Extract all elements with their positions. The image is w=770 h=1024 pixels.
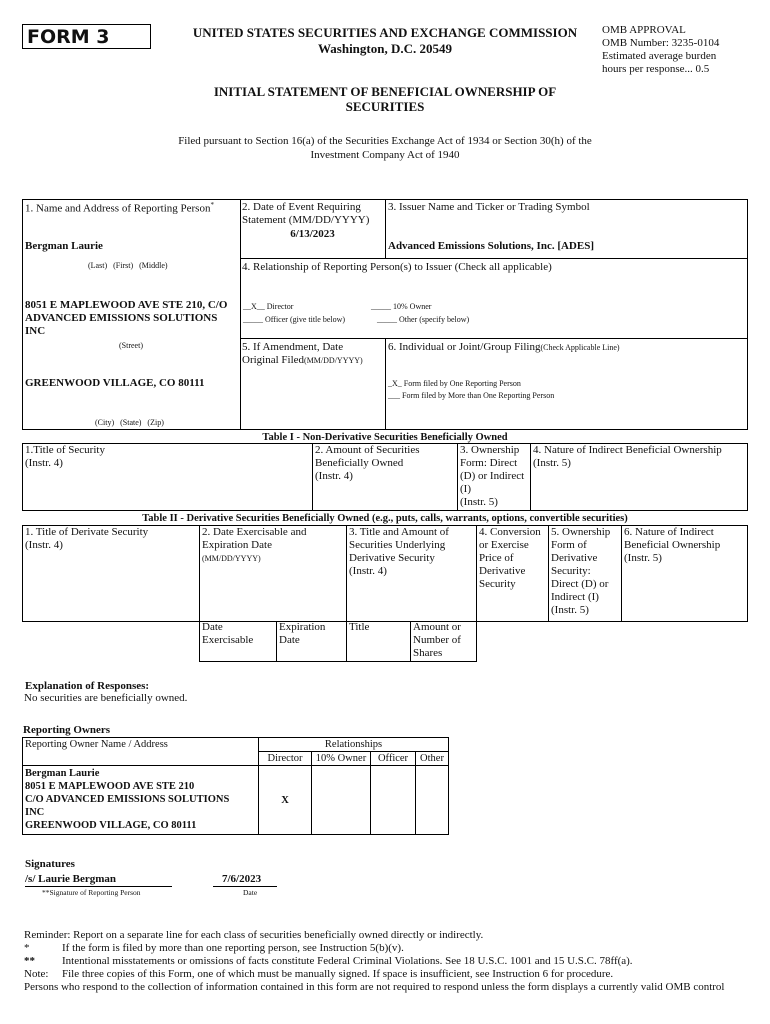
filed-line: Investment Company Act of 1940	[310, 149, 460, 161]
signatures-heading: Signatures	[25, 858, 75, 870]
omb-line: hours per response... 0.5	[602, 63, 710, 75]
table2-title: Table II - Derivative Securities Beneficially Owned (e.g., puts, calls, warrants, options, convertible securities)	[142, 513, 628, 524]
form-label: FORM 3	[27, 26, 110, 48]
table2-col5-header: 5. Ownership Form of Derivative Security: Direct (D) or Indirect (I) (Instr. 5)	[551, 526, 611, 616]
table2-col3-header: 3. Title and Amount of Securities Underlying Derivative Security (Instr. 4)	[349, 526, 449, 577]
table2-col1-header: 1. Title of Derivate Security (Instr. 4)	[25, 526, 149, 551]
footnote-star-text: If the form is filed by more than one reporting person, see Instruction 5(b)(v).	[62, 942, 404, 954]
filed-line: Filed pursuant to Section 16(a) of the Securities Exchange Act of 1934 or Section 30(h) of the	[178, 135, 592, 147]
table2-sub-title: Title	[349, 621, 370, 633]
omb-line: Estimated average burden	[602, 50, 717, 62]
form-title-line: SECURITIES	[345, 99, 425, 114]
signature-date-label: Date	[243, 888, 258, 897]
reporting-person-street: 8051 E MAPLEWOOD AVE STE 210, C/O ADVANCED EMISSIONS SOLUTIONS INC	[25, 299, 228, 337]
reporting-person-name: Bergman Laurie	[25, 240, 103, 252]
city-sub-label: (City) (State) (Zip)	[95, 418, 164, 427]
box1-label: 1. Name and Address of Reporting Person*	[25, 201, 214, 215]
owner-name-address: Bergman Laurie 8051 E MAPLEWOOD AVE STE 210 C/O ADVANCED EMISSIONS SOLUTIONS INC GREENWOOD VILLAGE, CO 80111	[23, 766, 259, 835]
form-title-line: INITIAL STATEMENT OF BENEFICIAL OWNERSHIP OF	[213, 84, 557, 99]
signature-value: /s/ Laurie Bergman	[25, 873, 117, 885]
table1-col1-header: 1.Title of Security (Instr. 4)	[25, 444, 105, 469]
footnote-star: *	[210, 201, 214, 209]
table2-col4-header: 4. Conversion or Exercise Price of Derivative Security	[479, 526, 541, 590]
owners-col-officer: Officer	[371, 752, 416, 766]
agency-name: UNITED STATES SECURITIES AND EXCHANGE COMMISSION	[192, 25, 578, 40]
box6-label: 6. Individual or Joint/Group Filing(Check Applicable Line)	[388, 341, 620, 353]
table2-sub-expiration: Expiration Date	[279, 621, 326, 646]
footnote-star-mark: *	[24, 942, 30, 954]
agency-city: Washington, D.C. 20549	[318, 41, 452, 56]
other-option: _____ Other (specify below)	[377, 315, 470, 324]
signature-date: 7/6/2023	[222, 873, 262, 885]
table1-col4-header: 4. Nature of Indirect Beneficial Ownership (Instr. 5)	[533, 444, 722, 469]
owners-table	[22, 737, 449, 835]
table2-col6-header: 6. Nature of Indirect Beneficial Ownership (Instr. 5)	[624, 526, 721, 564]
table2-sub-date-exercisable: Date Exercisable	[202, 621, 254, 646]
director-option: __X__ Director	[243, 302, 294, 311]
owner-row	[23, 766, 449, 835]
signature-label: **Signature of Reporting Person	[42, 888, 141, 897]
ten-pct-option: _____ 10% Owner	[371, 302, 432, 311]
owner-director-mark: X	[259, 766, 312, 835]
box3-label: 3. Issuer Name and Ticker or Trading Symbol	[388, 201, 590, 213]
officer-option: _____ Officer (give title below)	[243, 315, 346, 324]
footnote-double-star-mark: **	[24, 955, 35, 967]
explanation-heading: Explanation of Responses:	[25, 680, 150, 692]
note-text: File three copies of this Form, one of which must be manually signed. If space is insufficient, see Instruction 6 for procedure.	[62, 968, 614, 980]
form-title	[150, 84, 620, 114]
reminder-text: Reminder: Report on a separate line for each class of securities beneficially owned directly or indirectly.	[24, 929, 484, 941]
box2-label: 2. Date of Event Requiring Statement (MM/DD/YYYY)	[242, 201, 370, 226]
box5-label: 5. If Amendment, Date Original Filed(MM/DD/YYYY)	[242, 341, 363, 366]
owners-heading: Reporting Owners	[23, 724, 111, 736]
footnote-double-star-text: Intentional misstatements or omissions of facts constitute Federal Criminal Violations. See 18 U.S.C. 1001 and 15 U.S.C. 78ff(a).	[62, 955, 633, 967]
table1-title: Table I - Non-Derivative Securities Beneficially Owned	[262, 432, 508, 443]
table1-col3-header: 3. Ownership Form: Direct (D) or Indirect (I) (Instr. 5)	[460, 444, 525, 508]
explanation-text: No securities are beneficially owned.	[24, 692, 188, 704]
owners-col-relationships: Relationships	[259, 738, 449, 752]
event-date: 6/13/2023	[290, 228, 335, 240]
box4-label: 4. Relationship of Reporting Person(s) to Issuer (Check all applicable)	[242, 261, 552, 273]
filing-option-multiple: ___ Form filed by More than One Reporting Person	[388, 391, 555, 400]
name-sub-label: (Last) (First) (Middle)	[88, 261, 168, 270]
owners-col-other: Other	[416, 752, 449, 766]
table2-col2-header: 2. Date Exercisable and Expiration Date (MM/DD/YYYY)	[202, 526, 307, 563]
reporting-person-city: GREENWOOD VILLAGE, CO 80111	[25, 377, 205, 389]
owners-col-ten-pct: 10% Owner	[312, 752, 371, 766]
street-sub-label: (Street)	[119, 341, 143, 350]
omb-line: OMB APPROVAL	[602, 24, 686, 36]
table1-col2-header: 2. Amount of Securities Beneficially Owned (Instr. 4)	[315, 444, 420, 482]
filed-pursuant	[120, 134, 650, 162]
table2-sub-amount: Amount or Number of Shares	[413, 621, 461, 659]
persons-respond-text: Persons who respond to the collection of information contained in this form are not required to respond unless the form displays a currently valid OMB control	[24, 981, 725, 993]
filing-option-one: _X_ Form filed by One Reporting Person	[388, 379, 521, 388]
form-label-box	[22, 24, 151, 49]
omb-approval	[602, 24, 719, 76]
omb-line: OMB Number: 3235-0104	[602, 37, 720, 49]
issuer-name: Advanced Emissions Solutions, Inc. [ADES]	[388, 240, 594, 252]
owners-col-name: Reporting Owner Name / Address	[23, 738, 259, 752]
note-mark: Note:	[24, 968, 49, 980]
owners-col-director: Director	[259, 752, 312, 766]
